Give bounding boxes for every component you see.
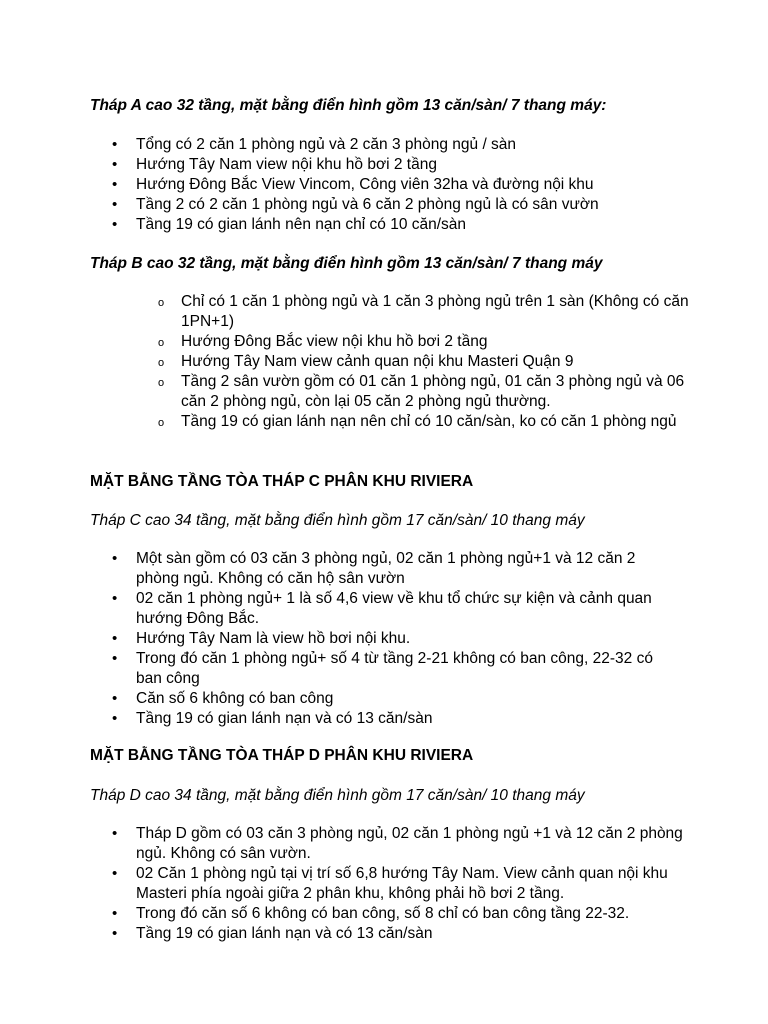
- tower-b-title: Tháp B cao 32 tầng, mặt bằng điển hình gồm 13 căn/sàn/ 7 thang máy: [90, 255, 603, 272]
- list-item: o Chỉ có 1 căn 1 phòng ngủ và 1 căn 3 phòng ngủ trên 1 sàn (Không có căn 1PN+1): [90, 292, 698, 332]
- tower-c-heading: MẶT BẰNG TẦNG TÒA THÁP C PHÂN KHU RIVIERA: [90, 473, 474, 490]
- list-item: • 02 căn 1 phòng ngủ+ 1 là số 4,6 view về khu tổ chức sự kiện và cảnh quan hướng Đông Bắc.: [90, 589, 680, 629]
- list-item: • Tầng 19 có gian lánh nạn và có 13 căn/sàn: [90, 709, 680, 729]
- tower-d-list: [90, 824, 688, 944]
- list-item: • Hướng Đông Bắc View Vincom, Công viên 32ha và đường nội khu: [90, 175, 708, 195]
- list-item: • Tầng 2 có 2 căn 1 phòng ngủ và 6 căn 2 phòng ngủ là có sân vườn: [90, 195, 708, 215]
- list-item: • Tháp D gồm có 03 căn 3 phòng ngủ, 02 căn 1 phòng ngủ +1 và 12 căn 2 phòng ngủ. Không có sân vườn.: [90, 824, 688, 864]
- list-item: • Trong đó căn 1 phòng ngủ+ số 4 từ tầng 2-21 không có ban công, 22-32 có ban công: [90, 649, 680, 689]
- tower-c-list: [90, 549, 680, 729]
- list-item: • 02 Căn 1 phòng ngủ tại vị trí số 6,8 hướng Tây Nam. View cảnh quan nội khu Masteri phía ngoài giữa 2 phân khu, không phải hồ bơi 2 tầng.: [90, 864, 688, 904]
- list-item: • Hướng Tây Nam là view hồ bơi nội khu.: [90, 629, 680, 649]
- list-item: • Trong đó căn số 6 không có ban công, số 8 chỉ có ban công tầng 22-32.: [90, 904, 688, 924]
- list-item: • Tầng 19 có gian lánh nạn và có 13 căn/sàn: [90, 924, 688, 944]
- list-item: • Một sàn gồm có 03 căn 3 phòng ngủ, 02 căn 1 phòng ngủ+1 và 12 căn 2 phòng ngủ. Không có căn hộ sân vườn: [90, 549, 680, 589]
- list-item: o Hướng Tây Nam view cảnh quan nội khu Masteri Quận 9: [90, 352, 698, 372]
- list-item: • Căn số 6 không có ban công: [90, 689, 680, 709]
- tower-c-subtitle: Tháp C cao 34 tầng, mặt bằng điển hình gồm 17 căn/sàn/ 10 thang máy: [90, 512, 585, 529]
- tower-a-list: [90, 135, 708, 235]
- list-item: • Tầng 19 có gian lánh nên nạn chỉ có 10 căn/sàn: [90, 215, 708, 235]
- list-item: • Tổng có 2 căn 1 phòng ngủ và 2 căn 3 phòng ngủ / sàn: [90, 135, 708, 155]
- tower-a-title: Tháp A cao 32 tầng, mặt bằng điển hình gồm 13 căn/sàn/ 7 thang máy:: [90, 97, 607, 114]
- list-item: o Hướng Đông Bắc view nội khu hồ bơi 2 tầng: [90, 332, 698, 352]
- tower-d-heading: MẶT BẰNG TẦNG TÒA THÁP D PHÂN KHU RIVIERA: [90, 747, 474, 764]
- list-item: o Tầng 19 có gian lánh nạn nên chỉ có 10 căn/sàn, ko có căn 1 phòng ngủ: [90, 412, 698, 432]
- list-item: • Hướng Tây Nam view nội khu hồ bơi 2 tầng: [90, 155, 708, 175]
- tower-d-subtitle: Tháp D cao 34 tầng, mặt bằng điển hình gồm 17 căn/sàn/ 10 thang máy: [90, 787, 585, 804]
- tower-b-list: [90, 292, 698, 432]
- list-item: o Tầng 2 sân vườn gồm có 01 căn 1 phòng ngủ, 01 căn 3 phòng ngủ và 06 căn 2 phòng ngủ, còn lại 05 căn 2 phòng ngủ thường.: [90, 372, 698, 412]
